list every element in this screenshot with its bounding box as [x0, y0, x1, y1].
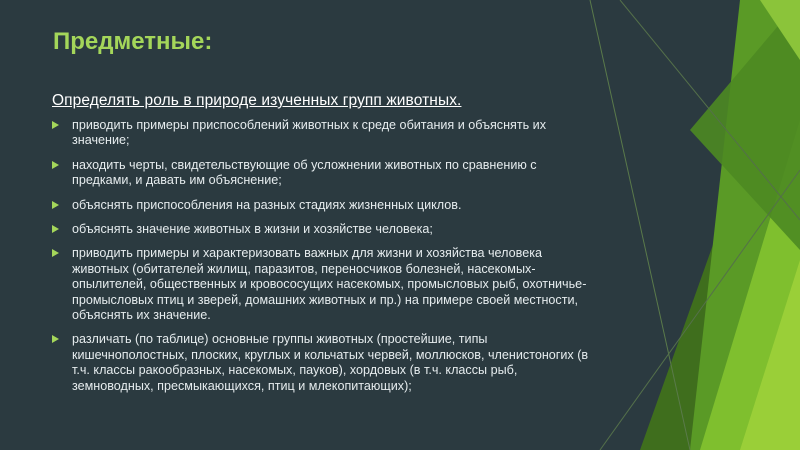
bullet-text: объяснять приспособления на разных стадиях жизненных циклов.: [72, 197, 462, 212]
triangle-bullet-icon: [52, 335, 59, 343]
slide-subtitle: Определять роль в природе изученных групп животных.: [52, 92, 462, 109]
slide-title: Предметные:: [53, 28, 213, 55]
triangle-bullet-icon: [52, 249, 59, 257]
bullet-list: [52, 118, 597, 403]
bullet-text: находить черты, свидетельствующие об усложнении животных по сравнению с предками, и давать им объяснение;: [72, 157, 537, 188]
list-item: [52, 158, 597, 189]
bullet-text: приводить примеры и характеризовать важных для жизни и хозяйства человека животных (обитателей жилищ, паразитов, переносчиков болезней, насекомых-опылителей, общественных и кровососущих насекомых, промысловых рыб, охотничье-промысловых птиц и зверей, домашних животных и пр.) на примере своей местности, объяснять их значение.: [72, 246, 587, 323]
list-item: [52, 118, 597, 149]
list-item: [52, 246, 597, 323]
bullet-text: приводить примеры приспособлений животных к среде обитания и объяснять их значение;: [72, 118, 547, 148]
bullet-text: различать (по таблице) основные группы животных (простейшие, типы кишечнополостных, плоских, круглых и кольчатых червей, моллюсков, членистоногих (в т.ч. классы ракообразных, насекомых, пауков), хордовых (в т.ч. классы рыб, земноводных, пресмыкающихся, птиц и млекопитающих);: [72, 332, 589, 393]
list-item: [52, 332, 597, 394]
list-item: [52, 198, 597, 213]
triangle-bullet-icon: [52, 225, 59, 233]
bullet-text: объяснять значение животных в жизни и хозяйстве человека;: [72, 222, 433, 237]
triangle-bullet-icon: [52, 201, 59, 209]
triangle-bullet-icon: [52, 161, 59, 169]
triangle-bullet-icon: [52, 121, 59, 129]
list-item: [52, 222, 597, 237]
